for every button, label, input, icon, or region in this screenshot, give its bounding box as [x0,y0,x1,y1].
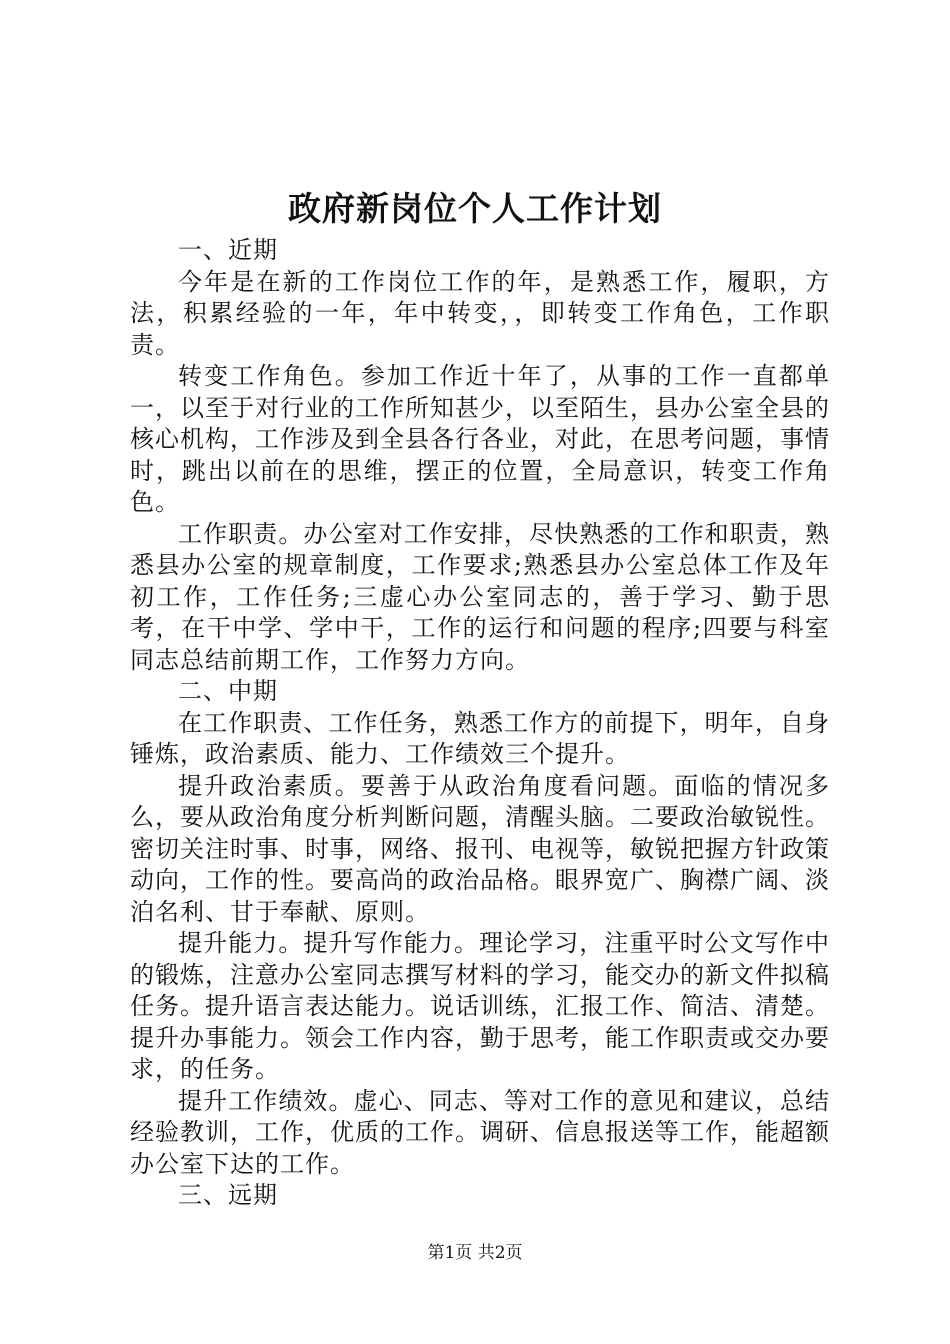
paragraph: 转变工作角色。参加工作近十年了，从事的工作一直都单一，以至于对行业的工作所知甚少，以至陌生，县办公室全县的核心机构，工作涉及到全县各行各业，对此，在思考问题，事情时，跳出以前在的思维，摆正的位置，全局意识，转变工作角色。 [130,362,830,516]
document-title: 政府新岗位个人工作计划 [288,189,662,228]
section-heading-long-term: 三、远期 [178,1181,278,1209]
paragraph: 在工作职责、工作任务，熟悉工作方的前提下，明年，自身锤炼，政治素质、能力、工作绩效三个提升。 [130,708,830,768]
section-heading-mid-term: 二、中期 [178,677,278,705]
paragraph: 提升政治素质。要善于从政治角度看问题。面临的情况多么，要从政治角度分析判断问题，清醒头脑。二要政治敏锐性。密切关注时事、时事，网络、报刊、电视等，敏锐把握方针政策动向，工作的性。要高尚的政治品格。眼界宽广、胸襟广阔、淡泊名利、甘于奉献、原则。 [130,771,830,926]
paragraph: 提升能力。提升写作能力。理论学习，注重平时公文写作中的锻炼，注意办公室同志撰写材料的学习，能交办的新文件拟稿任务。提升语言表达能力。说话训练，汇报工作、简洁、清楚。提升办事能力。领会工作内容，勤于思考，能工作职责或交办要求，的任务。 [130,929,830,1083]
paragraph: 工作职责。办公室对工作安排，尽快熟悉的工作和职责，熟悉县办公室的规章制度，工作要求;熟悉县办公室总体工作及年初工作，工作任务;三虚心办公室同志的，善于学习、勤于思考，在干中学、学中干，工作的运行和问题的程序;四要与科室同志总结前期工作，工作努力方向。 [130,519,830,674]
document-body [130,235,830,1212]
paragraph: 提升工作绩效。虚心、同志、等对工作的意见和建议，总结经验教训，工作，优质的工作。调研、信息报送等工作，能超额办公室下达的工作。 [130,1086,830,1178]
paragraph: 今年是在新的工作岗位工作的年，是熟悉工作，履职，方法，积累经验的一年，年中转变，，即转变工作角色，工作职责。 [130,267,830,359]
page-footer: 第1页 共2页 [427,1243,523,1263]
section-heading-near-term: 一、近期 [178,236,278,264]
